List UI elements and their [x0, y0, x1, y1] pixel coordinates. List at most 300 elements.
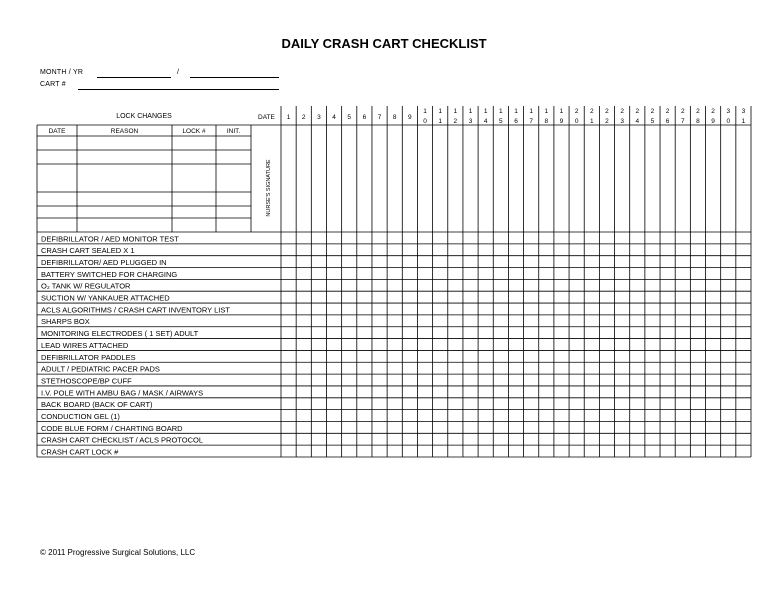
- check-cell[interactable]: [281, 303, 296, 315]
- check-cell[interactable]: [387, 445, 402, 457]
- check-cell[interactable]: [448, 445, 463, 457]
- check-cell[interactable]: [326, 374, 341, 386]
- check-cell[interactable]: [311, 433, 326, 445]
- check-cell[interactable]: [630, 244, 645, 256]
- signature-cell[interactable]: [463, 125, 478, 232]
- check-cell[interactable]: [478, 232, 493, 244]
- check-cell[interactable]: [281, 315, 296, 327]
- check-cell[interactable]: [615, 410, 630, 422]
- check-cell[interactable]: [524, 398, 539, 410]
- check-cell[interactable]: [721, 362, 736, 374]
- check-cell[interactable]: [508, 244, 523, 256]
- check-cell[interactable]: [311, 291, 326, 303]
- check-cell[interactable]: [508, 303, 523, 315]
- check-cell[interactable]: [690, 421, 705, 433]
- check-cell[interactable]: [721, 386, 736, 398]
- check-cell[interactable]: [736, 374, 751, 386]
- signature-cell[interactable]: [478, 125, 493, 232]
- check-cell[interactable]: [281, 421, 296, 433]
- check-cell[interactable]: [615, 339, 630, 351]
- check-cell[interactable]: [463, 421, 478, 433]
- check-cell[interactable]: [615, 279, 630, 291]
- check-cell[interactable]: [493, 350, 508, 362]
- check-cell[interactable]: [463, 374, 478, 386]
- check-cell[interactable]: [736, 303, 751, 315]
- check-cell[interactable]: [311, 268, 326, 280]
- check-cell[interactable]: [326, 339, 341, 351]
- check-cell[interactable]: [721, 315, 736, 327]
- check-cell[interactable]: [281, 291, 296, 303]
- signature-cell[interactable]: [493, 125, 508, 232]
- check-cell[interactable]: [690, 398, 705, 410]
- check-cell[interactable]: [645, 303, 660, 315]
- check-cell[interactable]: [524, 303, 539, 315]
- check-cell[interactable]: [296, 256, 311, 268]
- check-cell[interactable]: [524, 445, 539, 457]
- check-cell[interactable]: [736, 350, 751, 362]
- check-cell[interactable]: [372, 410, 387, 422]
- check-cell[interactable]: [281, 339, 296, 351]
- check-cell[interactable]: [508, 362, 523, 374]
- check-cell[interactable]: [615, 327, 630, 339]
- check-cell[interactable]: [706, 410, 721, 422]
- check-cell[interactable]: [493, 291, 508, 303]
- signature-cell[interactable]: [433, 125, 448, 232]
- check-cell[interactable]: [281, 374, 296, 386]
- check-cell[interactable]: [372, 279, 387, 291]
- check-cell[interactable]: [690, 303, 705, 315]
- check-cell[interactable]: [357, 279, 372, 291]
- check-cell[interactable]: [463, 303, 478, 315]
- check-cell[interactable]: [311, 362, 326, 374]
- check-cell[interactable]: [721, 339, 736, 351]
- check-cell[interactable]: [690, 386, 705, 398]
- check-cell[interactable]: [402, 398, 417, 410]
- signature-cell[interactable]: [721, 125, 736, 232]
- check-cell[interactable]: [342, 362, 357, 374]
- check-cell[interactable]: [630, 398, 645, 410]
- check-cell[interactable]: [660, 386, 675, 398]
- check-cell[interactable]: [357, 445, 372, 457]
- check-cell[interactable]: [417, 256, 432, 268]
- check-cell[interactable]: [326, 386, 341, 398]
- check-cell[interactable]: [326, 445, 341, 457]
- check-cell[interactable]: [554, 362, 569, 374]
- check-cell[interactable]: [463, 398, 478, 410]
- check-cell[interactable]: [448, 327, 463, 339]
- check-cell[interactable]: [311, 410, 326, 422]
- check-cell[interactable]: [493, 362, 508, 374]
- signature-cell[interactable]: [554, 125, 569, 232]
- check-cell[interactable]: [599, 327, 614, 339]
- check-cell[interactable]: [599, 362, 614, 374]
- check-cell[interactable]: [539, 445, 554, 457]
- check-cell[interactable]: [342, 386, 357, 398]
- check-cell[interactable]: [478, 291, 493, 303]
- check-cell[interactable]: [448, 244, 463, 256]
- check-cell[interactable]: [417, 362, 432, 374]
- check-cell[interactable]: [493, 421, 508, 433]
- check-cell[interactable]: [326, 410, 341, 422]
- check-cell[interactable]: [599, 268, 614, 280]
- check-cell[interactable]: [524, 327, 539, 339]
- check-cell[interactable]: [372, 398, 387, 410]
- check-cell[interactable]: [539, 315, 554, 327]
- check-cell[interactable]: [599, 433, 614, 445]
- check-cell[interactable]: [402, 315, 417, 327]
- check-cell[interactable]: [645, 256, 660, 268]
- check-cell[interactable]: [675, 339, 690, 351]
- check-cell[interactable]: [645, 445, 660, 457]
- check-cell[interactable]: [675, 315, 690, 327]
- check-cell[interactable]: [433, 268, 448, 280]
- check-cell[interactable]: [584, 232, 599, 244]
- check-cell[interactable]: [357, 244, 372, 256]
- check-cell[interactable]: [569, 327, 584, 339]
- check-cell[interactable]: [539, 268, 554, 280]
- check-cell[interactable]: [463, 244, 478, 256]
- check-cell[interactable]: [478, 303, 493, 315]
- check-cell[interactable]: [296, 303, 311, 315]
- check-cell[interactable]: [721, 268, 736, 280]
- check-cell[interactable]: [599, 350, 614, 362]
- check-cell[interactable]: [539, 374, 554, 386]
- check-cell[interactable]: [357, 268, 372, 280]
- check-cell[interactable]: [599, 445, 614, 457]
- check-cell[interactable]: [660, 339, 675, 351]
- check-cell[interactable]: [387, 374, 402, 386]
- check-cell[interactable]: [326, 279, 341, 291]
- check-cell[interactable]: [736, 315, 751, 327]
- check-cell[interactable]: [417, 374, 432, 386]
- check-cell[interactable]: [448, 268, 463, 280]
- check-cell[interactable]: [706, 445, 721, 457]
- check-cell[interactable]: [417, 279, 432, 291]
- check-cell[interactable]: [433, 386, 448, 398]
- check-cell[interactable]: [554, 327, 569, 339]
- check-cell[interactable]: [402, 291, 417, 303]
- check-cell[interactable]: [357, 362, 372, 374]
- check-cell[interactable]: [357, 232, 372, 244]
- signature-cell[interactable]: [508, 125, 523, 232]
- check-cell[interactable]: [296, 279, 311, 291]
- check-cell[interactable]: [645, 315, 660, 327]
- check-cell[interactable]: [508, 339, 523, 351]
- check-cell[interactable]: [387, 315, 402, 327]
- check-cell[interactable]: [645, 362, 660, 374]
- check-cell[interactable]: [433, 339, 448, 351]
- check-cell[interactable]: [554, 421, 569, 433]
- check-cell[interactable]: [463, 445, 478, 457]
- check-cell[interactable]: [342, 445, 357, 457]
- check-cell[interactable]: [311, 244, 326, 256]
- check-cell[interactable]: [402, 386, 417, 398]
- check-cell[interactable]: [615, 268, 630, 280]
- check-cell[interactable]: [569, 398, 584, 410]
- check-cell[interactable]: [493, 315, 508, 327]
- check-cell[interactable]: [736, 268, 751, 280]
- check-cell[interactable]: [524, 374, 539, 386]
- check-cell[interactable]: [690, 445, 705, 457]
- check-cell[interactable]: [478, 327, 493, 339]
- signature-cell[interactable]: [326, 125, 341, 232]
- check-cell[interactable]: [463, 291, 478, 303]
- check-cell[interactable]: [296, 421, 311, 433]
- check-cell[interactable]: [311, 386, 326, 398]
- check-cell[interactable]: [508, 327, 523, 339]
- check-cell[interactable]: [615, 433, 630, 445]
- check-cell[interactable]: [584, 398, 599, 410]
- check-cell[interactable]: [660, 374, 675, 386]
- check-cell[interactable]: [569, 315, 584, 327]
- check-cell[interactable]: [281, 256, 296, 268]
- check-cell[interactable]: [645, 374, 660, 386]
- signature-cell[interactable]: [357, 125, 372, 232]
- check-cell[interactable]: [584, 421, 599, 433]
- check-cell[interactable]: [326, 291, 341, 303]
- signature-cell[interactable]: [675, 125, 690, 232]
- check-cell[interactable]: [630, 421, 645, 433]
- check-cell[interactable]: [342, 244, 357, 256]
- check-cell[interactable]: [448, 386, 463, 398]
- signature-cell[interactable]: [584, 125, 599, 232]
- check-cell[interactable]: [736, 421, 751, 433]
- check-cell[interactable]: [630, 339, 645, 351]
- check-cell[interactable]: [372, 386, 387, 398]
- check-cell[interactable]: [448, 339, 463, 351]
- check-cell[interactable]: [448, 374, 463, 386]
- check-cell[interactable]: [357, 421, 372, 433]
- check-cell[interactable]: [721, 244, 736, 256]
- check-cell[interactable]: [448, 421, 463, 433]
- check-cell[interactable]: [584, 433, 599, 445]
- check-cell[interactable]: [342, 410, 357, 422]
- check-cell[interactable]: [554, 374, 569, 386]
- check-cell[interactable]: [660, 279, 675, 291]
- check-cell[interactable]: [417, 433, 432, 445]
- check-cell[interactable]: [372, 433, 387, 445]
- check-cell[interactable]: [402, 350, 417, 362]
- check-cell[interactable]: [402, 433, 417, 445]
- check-cell[interactable]: [463, 433, 478, 445]
- check-cell[interactable]: [281, 410, 296, 422]
- check-cell[interactable]: [281, 244, 296, 256]
- check-cell[interactable]: [372, 256, 387, 268]
- check-cell[interactable]: [357, 256, 372, 268]
- check-cell[interactable]: [675, 433, 690, 445]
- check-cell[interactable]: [539, 244, 554, 256]
- check-cell[interactable]: [493, 339, 508, 351]
- check-cell[interactable]: [524, 350, 539, 362]
- check-cell[interactable]: [615, 303, 630, 315]
- check-cell[interactable]: [615, 445, 630, 457]
- check-cell[interactable]: [736, 232, 751, 244]
- check-cell[interactable]: [478, 362, 493, 374]
- check-cell[interactable]: [524, 256, 539, 268]
- check-cell[interactable]: [706, 386, 721, 398]
- check-cell[interactable]: [417, 398, 432, 410]
- check-cell[interactable]: [706, 339, 721, 351]
- check-cell[interactable]: [660, 398, 675, 410]
- check-cell[interactable]: [569, 232, 584, 244]
- check-cell[interactable]: [326, 268, 341, 280]
- check-cell[interactable]: [569, 244, 584, 256]
- check-cell[interactable]: [721, 374, 736, 386]
- check-cell[interactable]: [402, 256, 417, 268]
- check-cell[interactable]: [569, 410, 584, 422]
- check-cell[interactable]: [690, 232, 705, 244]
- check-cell[interactable]: [675, 291, 690, 303]
- check-cell[interactable]: [721, 350, 736, 362]
- check-cell[interactable]: [357, 386, 372, 398]
- check-cell[interactable]: [296, 445, 311, 457]
- check-cell[interactable]: [599, 303, 614, 315]
- check-cell[interactable]: [660, 350, 675, 362]
- check-cell[interactable]: [296, 362, 311, 374]
- check-cell[interactable]: [417, 303, 432, 315]
- check-cell[interactable]: [463, 327, 478, 339]
- check-cell[interactable]: [675, 386, 690, 398]
- check-cell[interactable]: [508, 398, 523, 410]
- check-cell[interactable]: [660, 268, 675, 280]
- check-cell[interactable]: [326, 421, 341, 433]
- check-cell[interactable]: [584, 339, 599, 351]
- check-cell[interactable]: [433, 374, 448, 386]
- check-cell[interactable]: [342, 433, 357, 445]
- check-cell[interactable]: [448, 398, 463, 410]
- check-cell[interactable]: [342, 291, 357, 303]
- check-cell[interactable]: [736, 398, 751, 410]
- check-cell[interactable]: [372, 291, 387, 303]
- check-cell[interactable]: [508, 315, 523, 327]
- check-cell[interactable]: [478, 339, 493, 351]
- signature-cell[interactable]: [599, 125, 614, 232]
- check-cell[interactable]: [539, 421, 554, 433]
- check-cell[interactable]: [357, 315, 372, 327]
- check-cell[interactable]: [342, 339, 357, 351]
- check-cell[interactable]: [539, 256, 554, 268]
- check-cell[interactable]: [645, 327, 660, 339]
- check-cell[interactable]: [569, 256, 584, 268]
- check-cell[interactable]: [417, 315, 432, 327]
- check-cell[interactable]: [645, 279, 660, 291]
- check-cell[interactable]: [387, 350, 402, 362]
- check-cell[interactable]: [539, 291, 554, 303]
- check-cell[interactable]: [690, 279, 705, 291]
- check-cell[interactable]: [342, 315, 357, 327]
- check-cell[interactable]: [493, 386, 508, 398]
- check-cell[interactable]: [615, 398, 630, 410]
- check-cell[interactable]: [599, 279, 614, 291]
- check-cell[interactable]: [539, 339, 554, 351]
- check-cell[interactable]: [645, 268, 660, 280]
- check-cell[interactable]: [357, 410, 372, 422]
- check-cell[interactable]: [584, 445, 599, 457]
- check-cell[interactable]: [660, 410, 675, 422]
- check-cell[interactable]: [342, 279, 357, 291]
- check-cell[interactable]: [630, 410, 645, 422]
- check-cell[interactable]: [630, 268, 645, 280]
- check-cell[interactable]: [402, 232, 417, 244]
- check-cell[interactable]: [296, 315, 311, 327]
- check-cell[interactable]: [630, 327, 645, 339]
- check-cell[interactable]: [706, 362, 721, 374]
- signature-cell[interactable]: [690, 125, 705, 232]
- check-cell[interactable]: [554, 256, 569, 268]
- check-cell[interactable]: [311, 315, 326, 327]
- check-cell[interactable]: [372, 445, 387, 457]
- check-cell[interactable]: [417, 421, 432, 433]
- check-cell[interactable]: [721, 410, 736, 422]
- check-cell[interactable]: [402, 339, 417, 351]
- check-cell[interactable]: [281, 398, 296, 410]
- check-cell[interactable]: [524, 244, 539, 256]
- check-cell[interactable]: [615, 374, 630, 386]
- check-cell[interactable]: [630, 232, 645, 244]
- check-cell[interactable]: [569, 445, 584, 457]
- check-cell[interactable]: [342, 398, 357, 410]
- check-cell[interactable]: [599, 410, 614, 422]
- check-cell[interactable]: [706, 268, 721, 280]
- check-cell[interactable]: [660, 232, 675, 244]
- check-cell[interactable]: [311, 303, 326, 315]
- check-cell[interactable]: [675, 244, 690, 256]
- check-cell[interactable]: [539, 279, 554, 291]
- check-cell[interactable]: [645, 410, 660, 422]
- check-cell[interactable]: [417, 350, 432, 362]
- check-cell[interactable]: [311, 279, 326, 291]
- check-cell[interactable]: [342, 256, 357, 268]
- check-cell[interactable]: [524, 339, 539, 351]
- check-cell[interactable]: [357, 374, 372, 386]
- check-cell[interactable]: [311, 339, 326, 351]
- check-cell[interactable]: [433, 279, 448, 291]
- check-cell[interactable]: [736, 256, 751, 268]
- check-cell[interactable]: [478, 410, 493, 422]
- check-cell[interactable]: [645, 244, 660, 256]
- check-cell[interactable]: [630, 315, 645, 327]
- check-cell[interactable]: [569, 279, 584, 291]
- check-cell[interactable]: [630, 256, 645, 268]
- check-cell[interactable]: [433, 244, 448, 256]
- check-cell[interactable]: [584, 303, 599, 315]
- check-cell[interactable]: [493, 303, 508, 315]
- check-cell[interactable]: [493, 445, 508, 457]
- check-cell[interactable]: [357, 350, 372, 362]
- check-cell[interactable]: [524, 362, 539, 374]
- check-cell[interactable]: [448, 315, 463, 327]
- check-cell[interactable]: [417, 410, 432, 422]
- check-cell[interactable]: [554, 398, 569, 410]
- check-cell[interactable]: [433, 421, 448, 433]
- check-cell[interactable]: [660, 433, 675, 445]
- check-cell[interactable]: [706, 433, 721, 445]
- check-cell[interactable]: [524, 268, 539, 280]
- check-cell[interactable]: [478, 315, 493, 327]
- check-cell[interactable]: [660, 291, 675, 303]
- check-cell[interactable]: [448, 350, 463, 362]
- check-cell[interactable]: [387, 244, 402, 256]
- check-cell[interactable]: [296, 339, 311, 351]
- check-cell[interactable]: [508, 421, 523, 433]
- check-cell[interactable]: [433, 398, 448, 410]
- check-cell[interactable]: [599, 339, 614, 351]
- check-cell[interactable]: [311, 445, 326, 457]
- check-cell[interactable]: [357, 303, 372, 315]
- signature-cell[interactable]: [569, 125, 584, 232]
- check-cell[interactable]: [524, 315, 539, 327]
- check-cell[interactable]: [281, 362, 296, 374]
